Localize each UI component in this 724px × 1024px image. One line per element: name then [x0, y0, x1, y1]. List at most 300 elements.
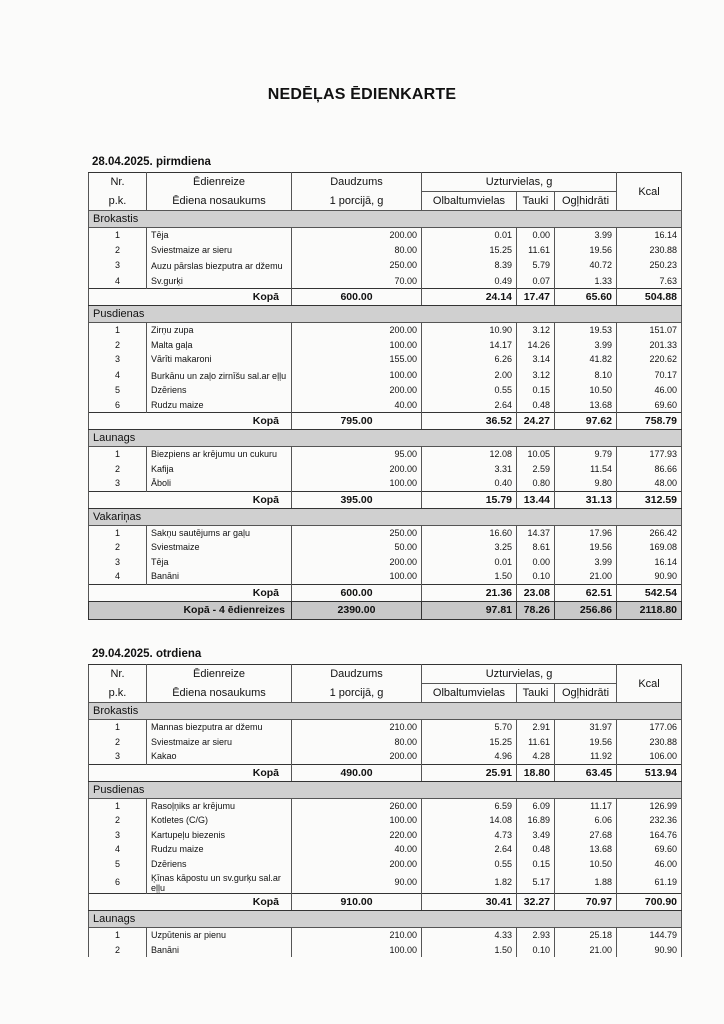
- item-quantity: 250.00: [292, 257, 422, 274]
- item-number: 4: [89, 569, 147, 584]
- item-protein: 5.70: [422, 720, 517, 735]
- item-protein: 2.64: [422, 842, 517, 857]
- grand-total-quantity: 2390.00: [292, 601, 422, 619]
- item-number: 2: [89, 338, 147, 353]
- item-name: Biezpiens ar krējumu un cukuru: [147, 447, 292, 462]
- item-name: Rudzu maize: [147, 398, 292, 413]
- item-number: 3: [89, 352, 147, 367]
- section-title: Vakariņas: [89, 508, 682, 525]
- item-name: Āboli: [147, 476, 292, 491]
- day2-menu-table: [88, 664, 682, 957]
- header-uzturvielas: Uzturvielas, g: [422, 173, 617, 192]
- item-kcal: 164.76: [617, 828, 682, 843]
- item-number: 1: [89, 798, 147, 813]
- total-carbs: 62.51: [555, 584, 617, 601]
- item-quantity: 200.00: [292, 462, 422, 477]
- header-olbaltumvielas: Olbaltumvielas: [422, 684, 517, 703]
- section-title: Brokastis: [89, 211, 682, 228]
- item-name: Rudzu maize: [147, 842, 292, 857]
- item-name: Dzēriens: [147, 383, 292, 398]
- item-carbs: 3.99: [555, 338, 617, 353]
- item-name: Burkānu un zaļo zirnīšu sal.ar eļļu: [147, 367, 292, 384]
- total-quantity: 910.00: [292, 894, 422, 911]
- item-carbs: 3.99: [555, 555, 617, 570]
- item-number: 5: [89, 383, 147, 398]
- item-name: Mannas biezputra ar džemu: [147, 720, 292, 735]
- header-porcija: 1 porcijā, g: [292, 192, 422, 211]
- item-kcal: 16.14: [617, 555, 682, 570]
- item-carbs: 13.68: [555, 398, 617, 413]
- item-kcal: 169.08: [617, 540, 682, 555]
- header-nosaukums: Ēdiena nosaukums: [147, 684, 292, 703]
- item-protein: 0.40: [422, 476, 517, 491]
- item-fat: 3.12: [517, 323, 555, 338]
- item-name: Tēja: [147, 228, 292, 243]
- item-quantity: 100.00: [292, 813, 422, 828]
- menu-item-row: [89, 749, 682, 764]
- header-uzturvielas: Uzturvielas, g: [422, 665, 617, 684]
- item-quantity: 70.00: [292, 274, 422, 289]
- menu-item-row: [89, 447, 682, 462]
- total-fat: 18.80: [517, 764, 555, 781]
- item-number: 2: [89, 943, 147, 958]
- item-number: 1: [89, 525, 147, 540]
- item-fat: 3.49: [517, 828, 555, 843]
- item-name: Banāni: [147, 943, 292, 958]
- total-fat: 17.47: [517, 289, 555, 306]
- item-name: Kafija: [147, 462, 292, 477]
- header-nr: Nr.: [89, 665, 147, 684]
- header-oglhidrati: Ogļhidrāti: [555, 192, 617, 211]
- header-tauki: Tauki: [517, 192, 555, 211]
- total-quantity: 600.00: [292, 584, 422, 601]
- item-protein: 0.49: [422, 274, 517, 289]
- item-fat: 0.80: [517, 476, 555, 491]
- item-number: 3: [89, 749, 147, 764]
- item-number: 5: [89, 857, 147, 872]
- item-kcal: 16.14: [617, 228, 682, 243]
- menu-item-row: [89, 928, 682, 943]
- total-carbs: 31.13: [555, 491, 617, 508]
- header-kcal: Kcal: [617, 173, 682, 211]
- item-fat: 8.61: [517, 540, 555, 555]
- header-nosaukums: Ēdiena nosaukums: [147, 192, 292, 211]
- item-number: 2: [89, 462, 147, 477]
- menu-item-row: [89, 540, 682, 555]
- item-kcal: 144.79: [617, 928, 682, 943]
- total-fat: 23.08: [517, 584, 555, 601]
- item-protein: 0.01: [422, 555, 517, 570]
- page-title: NEDĒĻAS ĒDIENKARTE: [267, 86, 457, 103]
- total-kcal: 542.54: [617, 584, 682, 601]
- item-number: 2: [89, 813, 147, 828]
- item-fat: 2.59: [517, 462, 555, 477]
- item-number: 1: [89, 447, 147, 462]
- menu-item-row: [89, 943, 682, 958]
- item-quantity: 80.00: [292, 735, 422, 750]
- menu-item-row: [89, 257, 682, 274]
- item-carbs: 40.72: [555, 257, 617, 274]
- item-kcal: 126.99: [617, 798, 682, 813]
- item-name: Sviestmaize ar sieru: [147, 243, 292, 258]
- item-kcal: 46.00: [617, 857, 682, 872]
- item-number: 3: [89, 257, 147, 274]
- total-label: Kopā: [89, 584, 292, 601]
- menu-item-row: [89, 352, 682, 367]
- item-name: Sv.gurķi: [147, 274, 292, 289]
- item-kcal: 69.60: [617, 842, 682, 857]
- item-quantity: 50.00: [292, 540, 422, 555]
- item-quantity: 155.00: [292, 352, 422, 367]
- item-number: 2: [89, 243, 147, 258]
- total-carbs: 65.60: [555, 289, 617, 306]
- menu-item-row: [89, 476, 682, 491]
- item-carbs: 8.10: [555, 367, 617, 384]
- item-kcal: 70.17: [617, 367, 682, 384]
- item-name: Auzu pārslas biezputra ar džemu: [147, 257, 292, 274]
- header-pk: p.k.: [89, 684, 147, 703]
- item-fat: 4.28: [517, 749, 555, 764]
- section-title: Launags: [89, 911, 682, 928]
- item-number: 4: [89, 274, 147, 289]
- item-quantity: 260.00: [292, 798, 422, 813]
- item-carbs: 25.18: [555, 928, 617, 943]
- total-label: Kopā: [89, 894, 292, 911]
- item-carbs: 27.68: [555, 828, 617, 843]
- header-olbaltumvielas: Olbaltumvielas: [422, 192, 517, 211]
- total-quantity: 600.00: [292, 289, 422, 306]
- total-kcal: 312.59: [617, 491, 682, 508]
- header-daudzums: Daudzums: [292, 665, 422, 684]
- grand-total-kcal: 2118.80: [617, 601, 682, 619]
- item-kcal: 90.90: [617, 569, 682, 584]
- item-number: 4: [89, 367, 147, 384]
- menu-item-row: [89, 274, 682, 289]
- item-kcal: 230.88: [617, 735, 682, 750]
- item-kcal: 69.60: [617, 398, 682, 413]
- item-protein: 3.31: [422, 462, 517, 477]
- item-name: Ķīnas kāpostu un sv.gurķu sal.ar eļļu: [147, 871, 292, 894]
- item-fat: 14.37: [517, 525, 555, 540]
- item-protein: 0.01: [422, 228, 517, 243]
- item-carbs: 31.97: [555, 720, 617, 735]
- item-protein: 4.73: [422, 828, 517, 843]
- item-fat: 0.15: [517, 383, 555, 398]
- item-fat: 2.93: [517, 928, 555, 943]
- item-kcal: 177.93: [617, 447, 682, 462]
- item-protein: 2.64: [422, 398, 517, 413]
- item-kcal: 151.07: [617, 323, 682, 338]
- section-title: Brokastis: [89, 703, 682, 720]
- item-protein: 4.33: [422, 928, 517, 943]
- section-title: Pusdienas: [89, 781, 682, 798]
- header-edienreize: Ēdienreize: [147, 665, 292, 684]
- item-protein: 1.82: [422, 871, 517, 894]
- item-fat: 0.07: [517, 274, 555, 289]
- item-carbs: 3.99: [555, 228, 617, 243]
- section-title: Launags: [89, 430, 682, 447]
- item-kcal: 230.88: [617, 243, 682, 258]
- total-protein: 36.52: [422, 413, 517, 430]
- item-name: Zirņu zupa: [147, 323, 292, 338]
- item-fat: 0.10: [517, 569, 555, 584]
- menu-item-row: [89, 338, 682, 353]
- item-quantity: 40.00: [292, 398, 422, 413]
- item-kcal: 86.66: [617, 462, 682, 477]
- item-name: Banāni: [147, 569, 292, 584]
- item-kcal: 90.90: [617, 943, 682, 958]
- item-quantity: 200.00: [292, 323, 422, 338]
- menu-item-row: [89, 828, 682, 843]
- item-fat: 0.00: [517, 228, 555, 243]
- item-carbs: 9.80: [555, 476, 617, 491]
- total-carbs: 63.45: [555, 764, 617, 781]
- item-name: Kakao: [147, 749, 292, 764]
- item-carbs: 1.88: [555, 871, 617, 894]
- item-fat: 0.48: [517, 398, 555, 413]
- item-carbs: 19.56: [555, 735, 617, 750]
- menu-item-row: [89, 228, 682, 243]
- item-name: Sakņu sautējums ar gaļu: [147, 525, 292, 540]
- item-number: 2: [89, 540, 147, 555]
- item-quantity: 100.00: [292, 338, 422, 353]
- item-quantity: 210.00: [292, 720, 422, 735]
- header-tauki: Tauki: [517, 684, 555, 703]
- total-carbs: 70.97: [555, 894, 617, 911]
- total-kcal: 513.94: [617, 764, 682, 781]
- item-protein: 0.55: [422, 383, 517, 398]
- item-kcal: 250.23: [617, 257, 682, 274]
- item-kcal: 177.06: [617, 720, 682, 735]
- item-fat: 6.09: [517, 798, 555, 813]
- item-fat: 3.14: [517, 352, 555, 367]
- item-carbs: 21.00: [555, 943, 617, 958]
- item-protein: 8.39: [422, 257, 517, 274]
- item-number: 3: [89, 476, 147, 491]
- item-fat: 11.61: [517, 243, 555, 258]
- menu-item-row: [89, 735, 682, 750]
- item-carbs: 11.92: [555, 749, 617, 764]
- grand-total-carbs: 256.86: [555, 601, 617, 619]
- item-number: 1: [89, 228, 147, 243]
- item-kcal: 220.62: [617, 352, 682, 367]
- menu-item-row: [89, 462, 682, 477]
- item-quantity: 200.00: [292, 555, 422, 570]
- total-fat: 32.27: [517, 894, 555, 911]
- item-kcal: 266.42: [617, 525, 682, 540]
- item-protein: 6.59: [422, 798, 517, 813]
- total-protein: 24.14: [422, 289, 517, 306]
- item-fat: 0.00: [517, 555, 555, 570]
- item-kcal: 46.00: [617, 383, 682, 398]
- item-name: Sviestmaize: [147, 540, 292, 555]
- menu-item-row: [89, 842, 682, 857]
- item-kcal: 7.63: [617, 274, 682, 289]
- total-label: Kopā: [89, 764, 292, 781]
- day2-date: 29.04.2025. otrdiena: [92, 648, 202, 660]
- item-number: 6: [89, 398, 147, 413]
- header-oglhidrati: Ogļhidrāti: [555, 684, 617, 703]
- item-carbs: 17.96: [555, 525, 617, 540]
- item-name: Kartupeļu biezenis: [147, 828, 292, 843]
- item-protein: 14.08: [422, 813, 517, 828]
- item-protein: 6.26: [422, 352, 517, 367]
- item-carbs: 11.54: [555, 462, 617, 477]
- item-name: Tēja: [147, 555, 292, 570]
- total-label: Kopā: [89, 289, 292, 306]
- total-quantity: 395.00: [292, 491, 422, 508]
- item-number: 1: [89, 720, 147, 735]
- item-protein: 4.96: [422, 749, 517, 764]
- menu-item-row: [89, 857, 682, 872]
- item-quantity: 100.00: [292, 367, 422, 384]
- item-quantity: 95.00: [292, 447, 422, 462]
- item-fat: 5.79: [517, 257, 555, 274]
- item-number: 3: [89, 828, 147, 843]
- item-name: Malta gaļa: [147, 338, 292, 353]
- grand-total-protein: 97.81: [422, 601, 517, 619]
- total-fat: 13.44: [517, 491, 555, 508]
- item-quantity: 220.00: [292, 828, 422, 843]
- total-quantity: 795.00: [292, 413, 422, 430]
- grand-total-label: Kopā - 4 ēdienreizes: [89, 601, 292, 619]
- item-quantity: 100.00: [292, 476, 422, 491]
- item-fat: 10.05: [517, 447, 555, 462]
- day1-menu-table: [88, 172, 682, 620]
- item-quantity: 250.00: [292, 525, 422, 540]
- item-fat: 2.91: [517, 720, 555, 735]
- day1-date: 28.04.2025. pirmdiena: [92, 156, 211, 168]
- menu-item-row: [89, 525, 682, 540]
- header-porcija: 1 porcijā, g: [292, 684, 422, 703]
- total-protein: 21.36: [422, 584, 517, 601]
- item-name: Vārīti makaroni: [147, 352, 292, 367]
- item-carbs: 10.50: [555, 857, 617, 872]
- total-label: Kopā: [89, 491, 292, 508]
- item-number: 3: [89, 555, 147, 570]
- item-fat: 5.17: [517, 871, 555, 894]
- item-protein: 16.60: [422, 525, 517, 540]
- item-quantity: 200.00: [292, 228, 422, 243]
- menu-item-row: [89, 813, 682, 828]
- item-number: 1: [89, 928, 147, 943]
- item-quantity: 200.00: [292, 383, 422, 398]
- menu-item-row: [89, 243, 682, 258]
- item-fat: 0.15: [517, 857, 555, 872]
- item-carbs: 13.68: [555, 842, 617, 857]
- total-label: Kopā: [89, 413, 292, 430]
- total-kcal: 700.90: [617, 894, 682, 911]
- menu-item-row: [89, 798, 682, 813]
- item-carbs: 10.50: [555, 383, 617, 398]
- item-fat: 16.89: [517, 813, 555, 828]
- item-protein: 1.50: [422, 569, 517, 584]
- item-carbs: 9.79: [555, 447, 617, 462]
- item-quantity: 200.00: [292, 857, 422, 872]
- item-name: Sviestmaize ar sieru: [147, 735, 292, 750]
- total-protein: 25.91: [422, 764, 517, 781]
- item-number: 6: [89, 871, 147, 894]
- grand-total-fat: 78.26: [517, 601, 555, 619]
- menu-item-row: [89, 398, 682, 413]
- item-kcal: 48.00: [617, 476, 682, 491]
- item-name: Rasoļņiks ar krējumu: [147, 798, 292, 813]
- item-fat: 14.26: [517, 338, 555, 353]
- item-protein: 15.25: [422, 243, 517, 258]
- item-carbs: 11.17: [555, 798, 617, 813]
- menu-item-row: [89, 555, 682, 570]
- menu-item-row: [89, 569, 682, 584]
- menu-item-row: [89, 367, 682, 384]
- total-quantity: 490.00: [292, 764, 422, 781]
- item-number: 4: [89, 842, 147, 857]
- item-quantity: 100.00: [292, 569, 422, 584]
- item-name: Kotletes (C/G): [147, 813, 292, 828]
- total-kcal: 504.88: [617, 289, 682, 306]
- item-quantity: 80.00: [292, 243, 422, 258]
- item-carbs: 21.00: [555, 569, 617, 584]
- total-fat: 24.27: [517, 413, 555, 430]
- item-carbs: 19.53: [555, 323, 617, 338]
- menu-item-row: [89, 871, 682, 894]
- item-protein: 0.55: [422, 857, 517, 872]
- item-fat: 3.12: [517, 367, 555, 384]
- item-protein: 15.25: [422, 735, 517, 750]
- item-carbs: 1.33: [555, 274, 617, 289]
- menu-item-row: [89, 323, 682, 338]
- item-kcal: 61.19: [617, 871, 682, 894]
- item-quantity: 90.00: [292, 871, 422, 894]
- item-kcal: 106.00: [617, 749, 682, 764]
- item-protein: 14.17: [422, 338, 517, 353]
- total-kcal: 758.79: [617, 413, 682, 430]
- item-fat: 0.48: [517, 842, 555, 857]
- header-pk: p.k.: [89, 192, 147, 211]
- item-protein: 1.50: [422, 943, 517, 958]
- total-protein: 30.41: [422, 894, 517, 911]
- item-protein: 12.08: [422, 447, 517, 462]
- item-quantity: 100.00: [292, 943, 422, 958]
- item-protein: 2.00: [422, 367, 517, 384]
- menu-item-row: [89, 383, 682, 398]
- section-title: Pusdienas: [89, 306, 682, 323]
- item-carbs: 6.06: [555, 813, 617, 828]
- item-quantity: 40.00: [292, 842, 422, 857]
- header-nr: Nr.: [89, 173, 147, 192]
- total-carbs: 97.62: [555, 413, 617, 430]
- item-name: Uzpūtenis ar pienu: [147, 928, 292, 943]
- menu-item-row: [89, 720, 682, 735]
- header-daudzums: Daudzums: [292, 173, 422, 192]
- item-fat: 0.10: [517, 943, 555, 958]
- item-quantity: 200.00: [292, 749, 422, 764]
- item-protein: 3.25: [422, 540, 517, 555]
- item-carbs: 19.56: [555, 540, 617, 555]
- header-kcal: Kcal: [617, 665, 682, 703]
- item-quantity: 210.00: [292, 928, 422, 943]
- item-kcal: 201.33: [617, 338, 682, 353]
- item-fat: 11.61: [517, 735, 555, 750]
- item-name: Dzēriens: [147, 857, 292, 872]
- item-kcal: 232.36: [617, 813, 682, 828]
- item-carbs: 19.56: [555, 243, 617, 258]
- total-protein: 15.79: [422, 491, 517, 508]
- item-number: 2: [89, 735, 147, 750]
- item-protein: 10.90: [422, 323, 517, 338]
- header-edienreize: Ēdienreize: [147, 173, 292, 192]
- item-number: 1: [89, 323, 147, 338]
- item-carbs: 41.82: [555, 352, 617, 367]
